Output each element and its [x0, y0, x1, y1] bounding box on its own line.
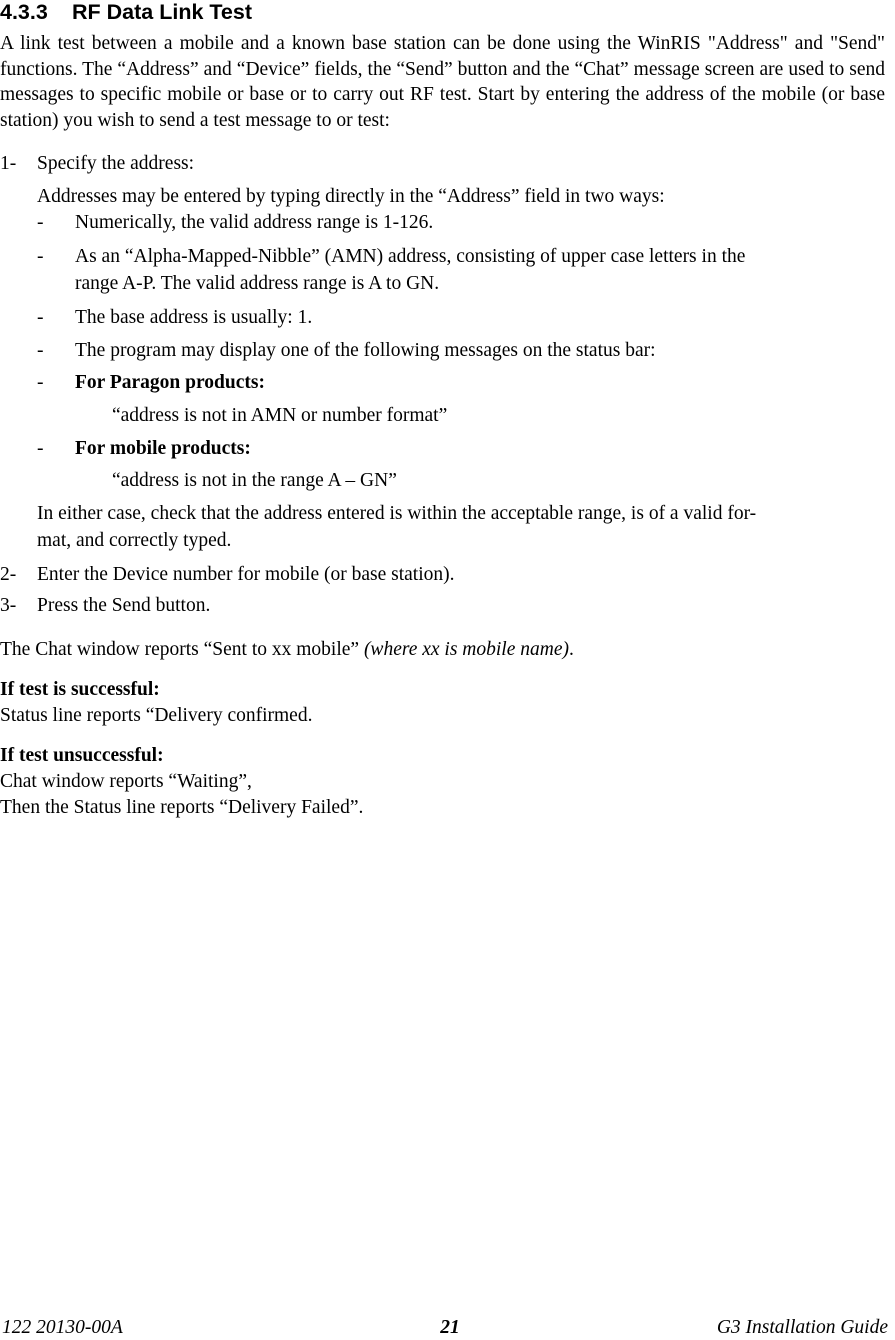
- chat-report: [0, 638, 574, 662]
- step-1-sub-intro: Addresses may be entered by typing directly in the “Address” field in two ways:: [37, 186, 665, 207]
- step-3-text: Press the Send button.: [37, 595, 211, 616]
- chat-report-note: (where xx is mobile name): [363, 639, 569, 660]
- footer-page-number: 21: [440, 1317, 460, 1338]
- bullet-amn-line-2: range A-P. The valid address range is A to GN.: [75, 273, 440, 294]
- step-2-marker: 2-: [0, 564, 17, 585]
- bullet-marker: -: [37, 212, 44, 233]
- success-heading: If test is successful:: [0, 679, 160, 700]
- chat-report-text: The Chat window reports “Sent to xx mobile”: [0, 639, 364, 660]
- failure-line-2: Then the Status line reports “Delivery Failed”.: [0, 797, 364, 818]
- mobile-products-label: For mobile products:: [75, 438, 251, 459]
- bullet-marker: -: [37, 307, 44, 328]
- paragon-message: “address is not in AMN or number format”: [112, 405, 448, 426]
- step-1-text: Specify the address:: [37, 153, 195, 174]
- closing-line-1: In either case, check that the address entered is within the acceptable range, is of a valid for-: [37, 503, 757, 524]
- bullet-base-address: The base address is usually: 1.: [75, 307, 313, 328]
- step-1-marker: 1-: [0, 153, 17, 174]
- bullet-amn-line-1: As an “Alpha-Mapped-Nibble” (AMN) address, consisting of upper case letters in the: [75, 246, 746, 267]
- paragon-products-label: For Paragon products:: [75, 372, 265, 393]
- section-title: RF Data Link Test: [72, 0, 252, 24]
- intro-paragraph: A link test between a mobile and a known base station can be done using the WinRIS "Address" and "Send" functions. The “Address” and “Device” fields, the “Send” button and the “Chat” message screen are used to send messages to specific mobile or base or to carry out RF test. Start by entering the address of the mobile (or base station) you wish to send a test message to or test:: [0, 33, 885, 131]
- footer-doc-number: 122 20130-00A: [2, 1317, 123, 1338]
- section-heading: [0, 0, 252, 24]
- step-3-marker: 3-: [0, 595, 17, 616]
- footer-title: G3 Installation Guide: [716, 1317, 888, 1338]
- bullet-marker: -: [37, 340, 44, 361]
- failure-line-1: Chat window reports “Waiting”,: [0, 771, 252, 792]
- success-line: Status line reports “Delivery confirmed.: [0, 705, 313, 726]
- mobile-message: “address is not in the range A – GN”: [112, 470, 397, 491]
- bullet-numeric-range: Numerically, the valid address range is 1-126.: [75, 212, 434, 233]
- bullet-marker: -: [37, 372, 44, 393]
- page-footer: [0, 1316, 888, 1340]
- section-number: 4.3.3: [0, 0, 48, 24]
- closing-line-2: mat, and correctly typed.: [37, 530, 232, 551]
- failure-heading: If test unsuccessful:: [0, 745, 164, 766]
- bullet-marker: -: [37, 438, 44, 459]
- chat-report-end: .: [568, 639, 574, 660]
- step-2-text: Enter the Device number for mobile (or base station).: [37, 564, 455, 585]
- bullet-status-bar: The program may display one of the following messages on the status bar:: [75, 340, 656, 361]
- bullet-marker: -: [37, 246, 44, 267]
